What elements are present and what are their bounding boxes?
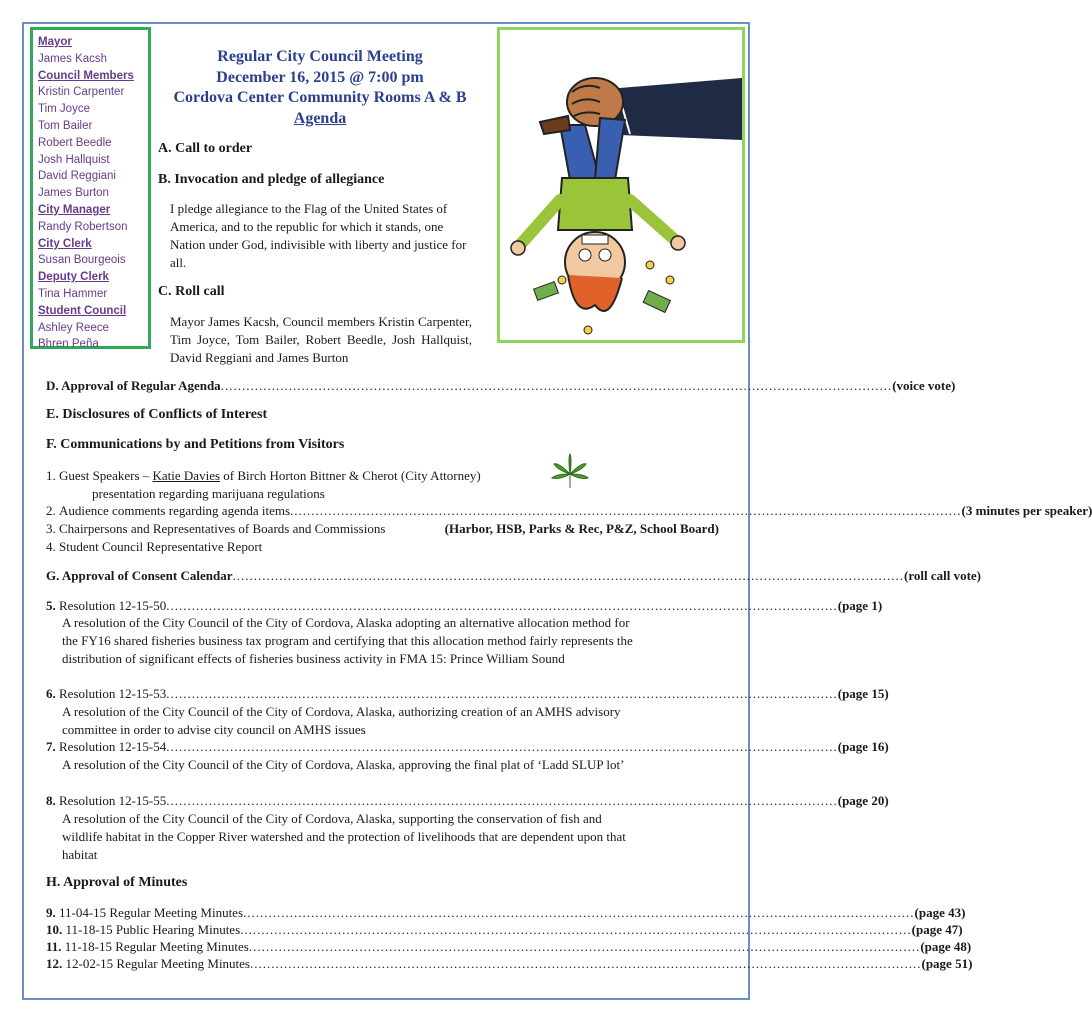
leader-dots: .............................................................................................................................................................. [240, 922, 912, 937]
person-name: Susan Bourgeois [38, 254, 126, 267]
item-number: 4. [46, 539, 56, 554]
resolution-label: Resolution 12-15-55 [59, 793, 167, 808]
item-number: 1. [46, 468, 56, 483]
person-name: David Reggiani [38, 170, 116, 183]
role-mayor: Mayor [38, 36, 72, 48]
section-call-to-order: A. Call to order [158, 141, 253, 156]
meeting-date: December 16, 2015 @ 7:00 pm [216, 68, 424, 86]
roll-call-text: Mayor James Kacsh, Council members Kristin Carpenter, Tim Joyce, Tom Bailer, Robert Beedle, Josh Hallquist, David Reggiani and James Burton [170, 314, 472, 365]
boards-list: (Harbor, HSB, Parks & Rec, P&Z, School Board) [444, 521, 719, 536]
item-number: 6. [46, 686, 56, 701]
section-disclosures: E. Disclosures of Conflicts of Interest [46, 407, 268, 422]
item-number: 3. [46, 521, 56, 536]
page-ref: (page 43) [914, 905, 966, 920]
resolution-row [46, 686, 889, 702]
communication-item [46, 521, 719, 537]
page-ref: (page 51) [921, 956, 973, 971]
time-limit: (3 minutes per speaker) [961, 503, 1092, 518]
person-name: Randy Robertson [38, 220, 128, 233]
meeting-header [160, 47, 480, 129]
minutes-label: 12-02-15 Regular Meeting Minutes [65, 956, 250, 971]
minutes-label: 11-18-15 Regular Meeting Minutes [64, 939, 249, 954]
resolution-description: A resolution of the City Council of the City of Cordova, Alaska, approving the final plat of ‘Ladd SLUP lot’ [62, 757, 625, 772]
pledge-text: I pledge allegiance to the Flag of the United States of America, and to the republic for which it stands, one Nation under God, indivisible with liberty and justice for all. [170, 201, 467, 270]
item-number: 10. [46, 922, 63, 937]
item-label: Student Council Representative Report [59, 539, 263, 554]
person-name: Robert Beedle [38, 136, 112, 149]
person-name: James Burton [38, 187, 109, 200]
vote-type: (roll call vote) [903, 568, 981, 583]
role-city-manager: City Manager [38, 203, 111, 216]
page-ref: (page 48) [920, 939, 972, 954]
page-ref: (page 16) [837, 739, 889, 754]
resolution-row [46, 793, 889, 809]
leader-dots: .............................................................................................................................................................. [220, 378, 893, 393]
resolution-description: A resolution of the City Council of the City of Cordova, Alaska, supporting the conservation of fish and wildlife habitat in the Copper River watershed and the protection of livelihoods that are dependent upon that habitat [62, 811, 626, 862]
leader-dots: .............................................................................................................................................................. [248, 939, 921, 954]
section-communications: F. Communications by and Petitions from Visitors [46, 437, 345, 452]
resolution-row [46, 598, 883, 614]
page-ref: (page 20) [837, 793, 889, 808]
minutes-row [46, 922, 963, 938]
role-student-council: Student Council [38, 304, 127, 317]
communication-item [46, 539, 262, 555]
leader-dots: .............................................................................................................................................................. [166, 739, 838, 754]
page-ref: (page 1) [837, 598, 883, 613]
person-name: Tom Bailer [38, 119, 93, 132]
person-name: Josh Hallquist [38, 153, 110, 166]
cannabis-leaf-icon [550, 452, 590, 492]
item-number: 9. [46, 905, 56, 920]
communication-item [46, 468, 481, 484]
cartoon-illustration [497, 27, 745, 343]
meeting-title: Regular City Council Meeting [217, 48, 423, 65]
leader-dots: .............................................................................................................................................................. [290, 503, 962, 518]
item-number: 7. [46, 739, 56, 754]
page-ref: (page 15) [837, 686, 889, 701]
resolution-description: A resolution of the City Council of the City of Cordova, Alaska, authorizing creation of an AMHS advisory committee in order to advise city council on AMHS issues [62, 704, 621, 737]
item-number: 2. [46, 503, 56, 518]
section-label: D. Approval of Regular Agenda [46, 378, 221, 393]
item-number: 11. [46, 939, 62, 954]
section-approval-agenda [46, 378, 956, 394]
leader-dots: .............................................................................................................................................................. [166, 598, 838, 613]
speaker-name: Katie Davies [152, 468, 221, 483]
leader-dots: .............................................................................................................................................................. [166, 686, 838, 701]
communication-item-continued: presentation regarding marijuana regulations [92, 486, 325, 501]
person-name: Bhren Peña [38, 338, 99, 351]
page-ref: (page 47) [911, 922, 963, 937]
minutes-row [46, 939, 972, 955]
section-label: G. Approval of Consent Calendar [46, 568, 233, 583]
upside-down-man-shakedown-illustration [500, 30, 742, 340]
resolution-row [46, 739, 889, 755]
section-approval-minutes: H. Approval of Minutes [46, 875, 188, 890]
role-city-clerk: City Clerk [38, 237, 92, 250]
communication-item [46, 503, 1092, 519]
resolution-label: Resolution 12-15-54 [59, 739, 167, 754]
person-name: Ashley Reece [38, 321, 109, 334]
resolution-description: A resolution of the City Council of the City of Cordova, Alaska adopting an alternative allocation method for the FY16 shared fisheries business tax program and certifying that this allocation method fairly represents the distribution of significant effects of fisheries business activity in FMA 15: Prince William Sound [62, 615, 633, 666]
person-name: Tina Hammer [38, 287, 108, 300]
vote-type: (voice vote) [892, 378, 956, 393]
minutes-label: 11-18-15 Public Hearing Minutes [65, 922, 241, 937]
minutes-label: 11-04-15 Regular Meeting Minutes [59, 905, 244, 920]
item-number: 12. [46, 956, 63, 971]
person-name: Tim Joyce [38, 103, 90, 116]
section-invocation: B. Invocation and pledge of allegiance [158, 172, 385, 187]
item-label: Chairpersons and Representatives of Boards and Commissions [59, 521, 386, 536]
meeting-location: Cordova Center Community Rooms A & B [173, 89, 467, 106]
section-consent-calendar [46, 568, 981, 584]
person-name: James Kacsh [38, 52, 108, 65]
item-suffix: of Birch Horton Bittner & Cherot (City Attorney) [220, 468, 481, 483]
leader-dots: .............................................................................................................................................................. [243, 905, 915, 920]
leader-dots: .............................................................................................................................................................. [166, 793, 838, 808]
officials-sidebar [30, 27, 151, 349]
item-label: Audience comments regarding agenda items [59, 503, 291, 518]
role-deputy-clerk: Deputy Clerk [38, 271, 109, 284]
item-prefix: Guest Speakers – [59, 468, 153, 483]
resolution-label: Resolution 12-15-53 [59, 686, 167, 701]
item-number: 5. [46, 598, 56, 613]
item-number: 8. [46, 793, 56, 808]
resolution-label: Resolution 12-15-50 [59, 598, 167, 613]
leader-dots: .............................................................................................................................................................. [232, 568, 904, 583]
person-name: Kristin Carpenter [38, 86, 125, 99]
agenda-heading: Agenda [293, 109, 347, 127]
minutes-row [46, 905, 966, 921]
role-council-members: Council Members [38, 69, 134, 82]
minutes-row [46, 956, 973, 972]
section-roll-call: C. Roll call [158, 284, 225, 299]
leader-dots: .............................................................................................................................................................. [250, 956, 922, 971]
